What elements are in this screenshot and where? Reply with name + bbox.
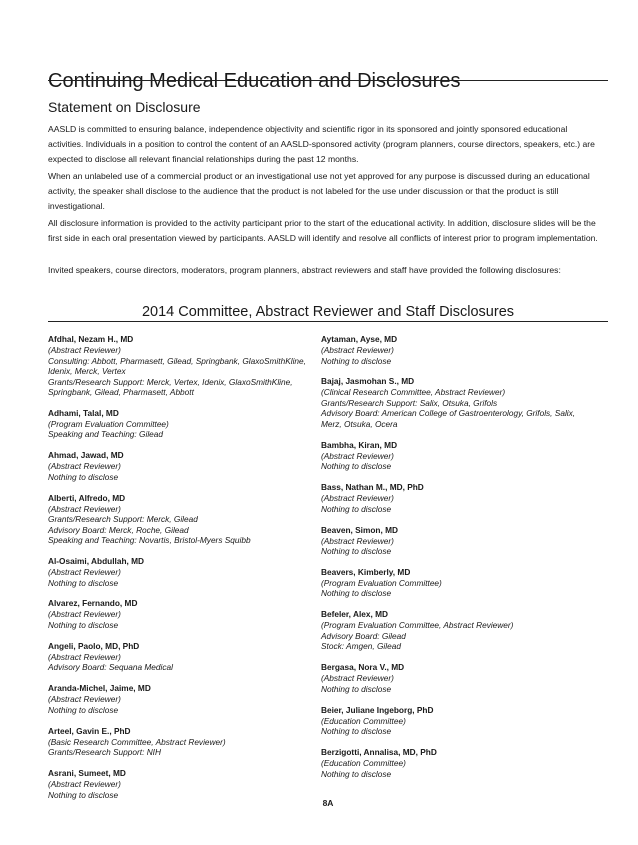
person-name: Berzigotti, Annalisa, MD, PhD [321,747,437,758]
disclosure-entry [48,641,323,673]
disclosure-line: (Education Committee) [321,758,406,769]
disclosure-line: (Abstract Reviewer) [321,493,394,504]
disclosure-line: (Abstract Reviewer) [48,779,121,790]
person-name: Alberti, Alfredo, MD [48,492,126,503]
disclosure-line: Grants/Research Support: Merck, Gilead [48,514,198,525]
right-disclosure-column [321,334,596,789]
disclosure-entry [48,598,323,630]
disclosure-line: Nothing to disclose [48,471,119,482]
person-name: Bergasa, Nora V., MD [321,662,405,673]
disclosure-entry [48,334,323,398]
disclosure-line: Grants/Research Support: Salix, Otsuka, Grifols [321,397,498,408]
disclosure-line: Nothing to disclose [321,683,392,694]
person-name: Befeler, Alex, MD [321,609,389,620]
disclosure-line: Speaking and Teaching: Gilead [48,429,164,440]
person-name: Beaven, Simon, MD [321,524,398,535]
disclosure-line: Nothing to disclose [321,503,392,514]
disclosure-line: Advisory Board: Sequana Medical [48,662,173,673]
disclosure-line: Advisory Board: Merck, Roche, Gilead [48,524,189,535]
disclosure-line: (Abstract Reviewer) [48,567,121,578]
disclosure-entry [321,662,596,694]
disclosure-line: (Basic Research Committee, Abstract Reviewer) [48,736,226,747]
disclosure-entry [48,768,323,800]
disclosure-line: Nothing to disclose [48,619,119,630]
person-name: Angeli, Paolo, MD, PhD [48,640,140,651]
disclosure-entry [321,705,596,737]
disclosure-entry [321,334,596,366]
disclosure-entry [48,683,323,715]
paragraph-commitment: AASLD is committed to ensuring balance, independence objectivity and scientific rigor in its sponsored and jointly sponsored educational activities. Individuals in a position to control the content of an AASLD-sponsored activity (program planners, course directors, speakers, etc.) are expected to disclose all relevant financial relationships during the past 12 months. [48,124,595,164]
disclosure-line: Speaking and Teaching: Novartis, Bristol-Myers Squibb [48,535,251,546]
disclosure-entry [321,525,596,557]
person-name: Bajaj, Jasmohan S., MD [321,376,415,387]
person-name: Al-Osaimi, Abdullah, MD [48,556,145,567]
disclosure-line: (Abstract Reviewer) [48,461,121,472]
person-name: Adhami, Talal, MD [48,407,119,418]
disclosure-entry [321,567,596,599]
title-divider [48,80,608,81]
page-title: Continuing Medical Education and Disclosures [48,70,461,93]
paragraph-disclosure-info: All disclosure information is provided to the activity participant prior to the start of the educational activity. In addition, disclosure slides will be the first side in each oral presentation viewed by participants. AASLD will identify and resolve all conflicts of interest prior to program implementation. [48,218,598,243]
disclosure-entry [48,493,323,546]
disclosure-entry [321,609,596,652]
disclosure-line: Stock: Amgen, Gilead [321,641,401,652]
disclosure-line: Grants/Research Support: NIH [48,747,161,758]
disclosure-entry [48,450,323,482]
disclosure-entry [321,440,596,472]
person-name: Bambha, Kiran, MD [321,439,398,450]
disclosure-entry [48,726,323,758]
person-name: Aytaman, Ayse, MD [321,334,398,344]
section-subtitle: Statement on Disclosure [48,99,201,115]
person-name: Alvarez, Fernando, MD [48,598,138,609]
person-name: Aranda-Michel, Jaime, MD [48,683,151,694]
person-name: Arteel, Gavin E., PhD [48,725,131,736]
disclosure-entry [321,482,596,514]
disclosure-line: Nothing to disclose [321,355,392,366]
disclosure-entry [48,408,323,440]
person-name: Afdhal, Nezam H., MD [48,334,134,344]
disclosure-line: (Abstract Reviewer) [321,345,394,355]
disclosure-line: Advisory Board: American College of Gastroenterology, Grifols, Salix, Merz, Otsuka, Ocera [321,408,576,429]
person-name: Ahmad, Jawad, MD [48,450,124,461]
disclosure-line: (Abstract Reviewer) [48,651,121,662]
person-name: Beavers, Kimberly, MD [321,566,411,577]
disclosure-line: (Abstract Reviewer) [321,673,394,684]
disclosure-line: Nothing to disclose [321,546,392,557]
disclosure-line: (Abstract Reviewer) [48,345,121,355]
disclosure-entry [321,376,596,429]
disclosure-line: Nothing to disclose [321,588,392,599]
paragraph-invited-speakers: Invited speakers, course directors, moderators, program planners, abstract reviewers and staff have provided the following disclosures: [48,265,561,275]
disclosure-line: Nothing to disclose [48,577,119,588]
disclosure-line: (Program Evaluation Committee) [48,418,169,429]
paragraph-unlabeled-use: When an unlabeled use of a commercial product or an investigational use not yet approved for any purpose is discussed during an educational activity, the speaker shall disclose to the audience that the product is not labeled for the use under discussion or that the product is still investigational. [48,171,590,211]
disclosure-line: (Abstract Reviewer) [48,609,121,620]
disclosure-line: Grants/Research Support: Merck, Vertex, Idenix, GlaxoSmithKline, Springbank, Gilead, Pharmasett, Abbott [48,376,293,397]
disclosure-line: Nothing to disclose [48,789,119,800]
disclosure-line: (Abstract Reviewer) [321,450,394,461]
disclosure-line: (Abstract Reviewer) [48,694,121,705]
person-name: Asrani, Sumeet, MD [48,768,126,779]
disclosure-line: Consulting: Abbott, Pharmasett, Gilead, Springbank, GlaxoSmithKline, Idenix, Merck, Vertex [48,355,306,376]
disclosure-line: Advisory Board: Gilead [321,630,406,641]
disclosure-entry [48,556,323,588]
disclosure-line: Nothing to disclose [321,726,392,737]
person-name: Bass, Nathan M., MD, PhD [321,482,424,493]
disclosure-line: Nothing to disclose [48,704,119,715]
left-disclosure-column [48,334,323,810]
person-name: Beier, Juliane Ingeborg, PhD [321,704,434,715]
disclosure-line: (Abstract Reviewer) [321,535,394,546]
disclosure-line: (Abstract Reviewer) [48,503,121,514]
disclosures-heading: 2014 Committee, Abstract Reviewer and Staff Disclosures [141,304,515,320]
disclosure-line: Nothing to disclose [321,461,392,472]
disclosure-line: (Clinical Research Committee, Abstract Reviewer) [321,387,506,398]
page-number: 8A [322,798,334,808]
disclosure-line: (Program Evaluation Committee) [321,577,442,588]
disclosure-entry [321,747,596,779]
heading-divider [48,321,608,322]
disclosure-line: Nothing to disclose [321,768,392,779]
disclosure-line: (Program Evaluation Committee, Abstract Reviewer) [321,620,514,631]
disclosure-line: (Education Committee) [321,715,406,726]
